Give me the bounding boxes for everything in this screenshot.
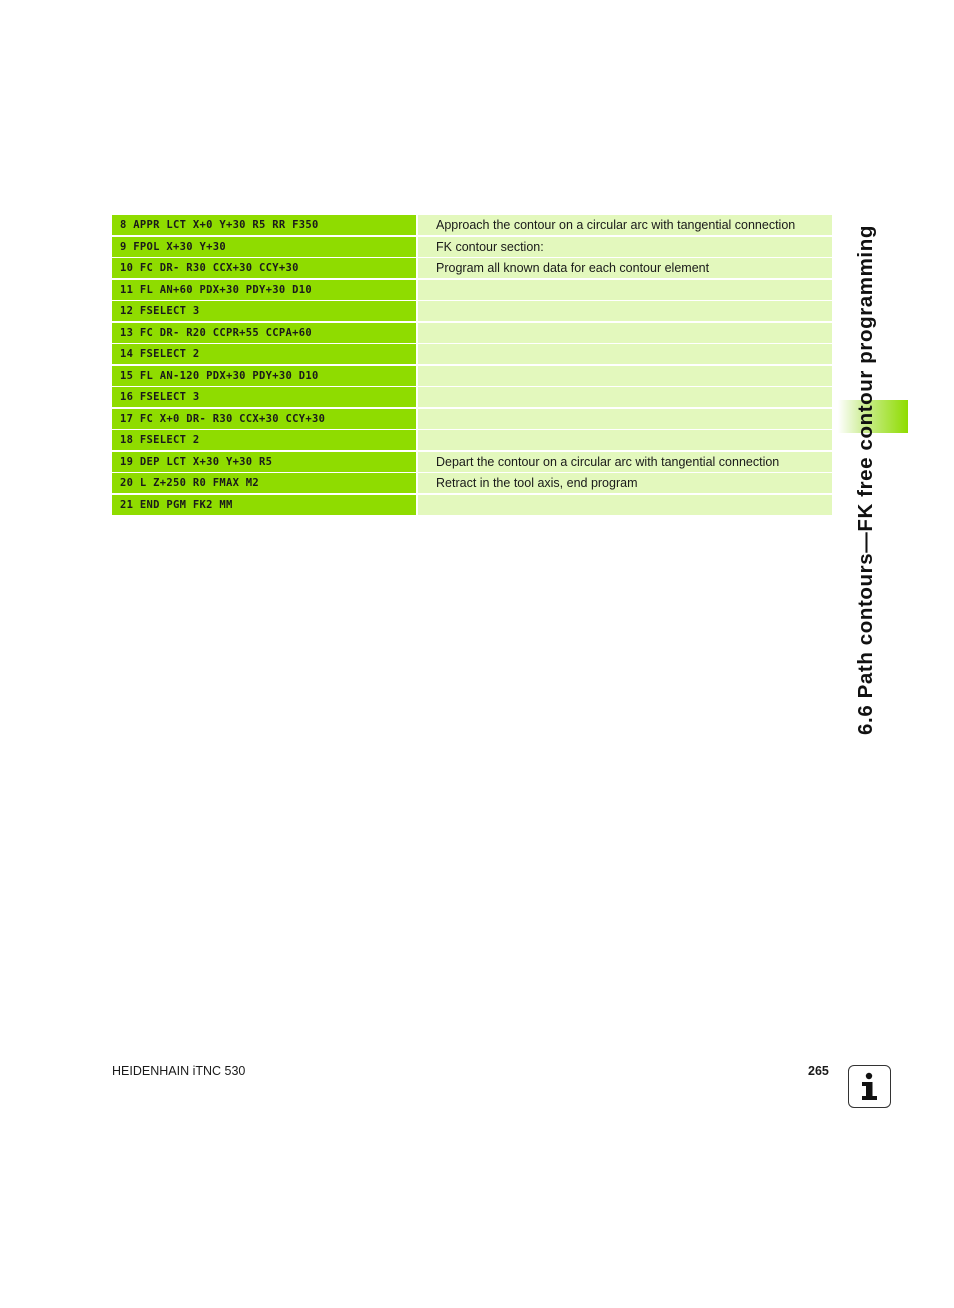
code-comment: Depart the contour on a circular arc with tangential connection xyxy=(418,452,832,472)
code-comment xyxy=(418,344,832,364)
program-table xyxy=(112,215,832,516)
code-comment xyxy=(418,495,832,515)
nc-code-line: 19 DEP LCT X+30 Y+30 R5 xyxy=(112,452,416,472)
code-comment xyxy=(418,409,832,429)
program-row xyxy=(112,452,832,474)
chapter-side-title: 6.6 Path contours—FK free contour programming xyxy=(854,225,877,735)
program-row xyxy=(112,301,832,323)
program-row xyxy=(112,430,832,452)
nc-code-line: 13 FC DR- R20 CCPR+55 CCPA+60 xyxy=(112,323,416,343)
code-comment: Approach the contour on a circular arc with tangential connection xyxy=(418,215,832,235)
nc-code-line: 16 FSELECT 3 xyxy=(112,387,416,407)
nc-code-line: 18 FSELECT 2 xyxy=(112,430,416,450)
code-comment xyxy=(418,323,832,343)
program-row xyxy=(112,387,832,409)
program-row xyxy=(112,495,832,517)
nc-code-line: 21 END PGM FK2 MM xyxy=(112,495,416,515)
program-row xyxy=(112,258,832,280)
code-comment xyxy=(418,366,832,386)
code-comment xyxy=(418,430,832,450)
nc-code-line: 8 APPR LCT X+0 Y+30 R5 RR F350 xyxy=(112,215,416,235)
program-row xyxy=(112,409,832,431)
program-row xyxy=(112,215,832,237)
code-comment xyxy=(418,301,832,321)
nc-code-line: 20 L Z+250 R0 FMAX M2 xyxy=(112,473,416,493)
program-row xyxy=(112,280,832,302)
footer-page-number: 265 xyxy=(808,1064,829,1078)
nc-code-line: 15 FL AN-120 PDX+30 PDY+30 D10 xyxy=(112,366,416,386)
program-row xyxy=(112,323,832,345)
code-comment xyxy=(418,280,832,300)
info-icon xyxy=(848,1065,891,1108)
code-comment: FK contour section: xyxy=(418,237,832,257)
nc-code-line: 12 FSELECT 3 xyxy=(112,301,416,321)
program-row xyxy=(112,344,832,366)
nc-code-line: 11 FL AN+60 PDX+30 PDY+30 D10 xyxy=(112,280,416,300)
nc-code-line: 14 FSELECT 2 xyxy=(112,344,416,364)
nc-code-line: 9 FPOL X+30 Y+30 xyxy=(112,237,416,257)
code-comment xyxy=(418,387,832,407)
program-row xyxy=(112,473,832,495)
program-row xyxy=(112,237,832,259)
program-row xyxy=(112,366,832,388)
code-comment: Retract in the tool axis, end program xyxy=(418,473,832,493)
footer-manual-name: HEIDENHAIN iTNC 530 xyxy=(112,1064,246,1078)
nc-code-line: 17 FC X+0 DR- R30 CCX+30 CCY+30 xyxy=(112,409,416,429)
nc-code-line: 10 FC DR- R30 CCX+30 CCY+30 xyxy=(112,258,416,278)
code-comment: Program all known data for each contour element xyxy=(418,258,832,278)
